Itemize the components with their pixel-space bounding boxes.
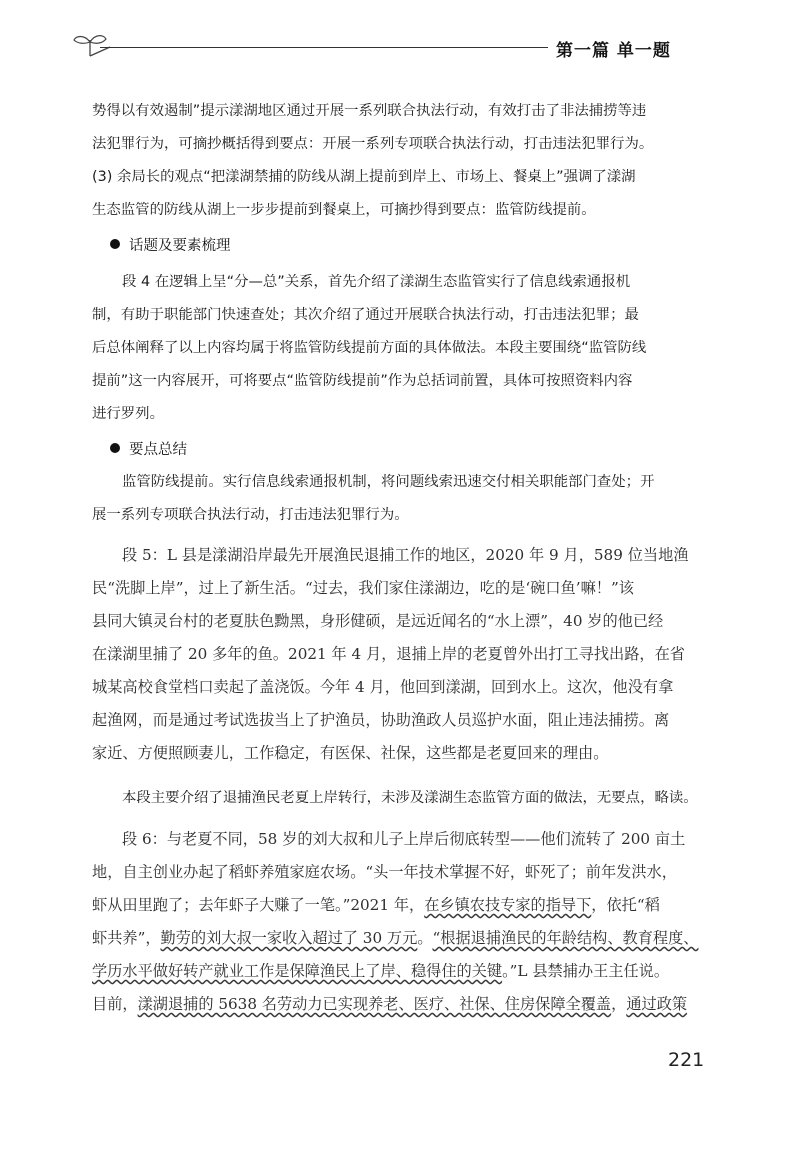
- sprout-icon: [70, 30, 110, 58]
- bullet-icon: [110, 443, 120, 453]
- text-line: 生态监管的防线从湖上一步步提前到餐桌上，可摘抄得到要点：监管防线提前。: [92, 202, 596, 218]
- text-span: 虾共养”，: [92, 929, 161, 947]
- text-line: 展一系列专项联合执法行动，打击违法犯罪行为。: [92, 507, 409, 523]
- text-line: 段 4 在逻辑上呈“分—总”关系，首先介绍了漾湖生态监管实行了信息线索通报机: [122, 274, 631, 290]
- underlined-phrase: 通过政策: [626, 995, 688, 1013]
- page-number: 221: [668, 1049, 705, 1071]
- text-line: 监管防线提前。实行信息线索通报机制，将问题线索迅速交付相关职能部门查处；开: [122, 474, 655, 490]
- text-line: 段 6：与老夏不同，58 岁的刘大叔和儿子上岸后彻底转型——他们流转了 200 亩土: [122, 830, 686, 848]
- text-span: 虾从田里跑了；去年虾子大赚了一笔。”2021 年，: [92, 896, 425, 914]
- heading-summary: [110, 438, 187, 462]
- bullet-icon: [110, 239, 120, 249]
- heading-topic-text: 话题及要素梳理: [129, 238, 231, 254]
- text-line: 提前”这一内容展开，可将要点“监管防线提前”作为总括词前置，具体可按照资料内容: [92, 373, 633, 389]
- text-line: 城某高校食堂档口卖起了盖浇饭。今年 4 月，他回到漾湖，回到水上。这次，他没有拿: [92, 678, 674, 696]
- text-line: [92, 889, 699, 922]
- text-line: 地，自主创业办起了稻虾养殖家庭农场。“头一年技术掌握不好，虾死了；前年发洪水，: [92, 863, 677, 881]
- underlined-phrase: 学历水平做好转产就业工作是保障渔民上了岸、稳得住的关键: [92, 962, 503, 980]
- text-line: [92, 988, 699, 1021]
- text-line: 家近、方便照顾妻儿，工作稳定，有医保、社保，这些都是老夏回来的理由。: [92, 744, 609, 762]
- text-line: 县同大镇灵台村的老夏肤色黝黑，身形健硕，是远近闻名的“水上漂”，40 岁的他已经: [92, 612, 664, 630]
- text-line: 制，有助于职能部门快速查处；其次介绍了通过开展联合执法行动，打击违法犯罪；最: [92, 307, 639, 323]
- summary-block: [92, 466, 699, 532]
- material-paragraph-5: [92, 539, 699, 770]
- underlined-phrase: 漾湖退捕的 5638 名劳动力已实现养老、医疗、社保、住房保障全覆盖: [137, 995, 612, 1013]
- text-span: 目前，: [92, 995, 138, 1013]
- material-paragraph-6: [92, 823, 699, 1021]
- text-span: ，依托“稻: [591, 896, 660, 914]
- text-line: [92, 922, 699, 955]
- text-line: 本段主要介绍了退捕渔民老夏上岸转行，未涉及漾湖生态监管方面的做法，无要点，略读。: [122, 790, 698, 806]
- text-line: 后总体阐释了以上内容均属于将监管防线提前方面的具体做法。本段主要围绕“监管防线: [92, 340, 647, 356]
- paragraph-5-note: [92, 782, 699, 815]
- analysis-block-2: [92, 266, 699, 431]
- underlined-phrase: “根据退捕渔民的年龄结构、教育程度、: [432, 929, 699, 947]
- heading-summary-text: 要点总结: [129, 442, 187, 458]
- text-line: 民“洗脚上岸”，过上了新生活。“过去，我们家住漾湖边，吃的是‘碗口鱼’嘛！”该: [92, 579, 634, 597]
- text-span: 。”L 县禁捕办王主任说。: [502, 962, 670, 980]
- text-line: 起渔网，而是通过考试选拔当上了护渔员，协助渔政人员巡护水面，阻止违法捕捞。离: [92, 711, 670, 729]
- text-line: (3) 余局长的观点“把漾湖禁捕的防线从湖上提前到岸上、市场上、餐桌上”强调了漾湖: [92, 169, 636, 185]
- text-line: [92, 955, 699, 988]
- header-rule: [100, 47, 548, 48]
- text-line: 法犯罪行为，可摘抄概括得到要点：开展一系列专项联合执法行动，打击违法犯罪行为。: [92, 136, 654, 152]
- heading-topic: [110, 234, 231, 258]
- text-line: 在漾湖里捕了 20 多年的鱼。2021 年 4 月，退捕上岸的老夏曾外出打工寻找出路，在省: [92, 645, 685, 663]
- text-span: 。: [417, 929, 433, 947]
- analysis-block-1: [92, 95, 699, 227]
- header-title: 第一篇 单一题: [556, 41, 671, 61]
- underlined-phrase: 在乡镇农技专家的指导下: [424, 896, 592, 914]
- text-span: ，: [611, 995, 627, 1013]
- underlined-phrase: 勤劳的刘大叔一家收入超过了 30 万元: [160, 929, 418, 947]
- text-line: 段 5：L 县是漾湖沿岸最先开展渔民退捕工作的地区，2020 年 9 月，589 位当地渔: [122, 546, 689, 564]
- text-line: 进行罗列。: [92, 406, 164, 422]
- text-line: 势得以有效遏制”提示漾湖地区通过开展一系列联合执法行动，有效打击了非法捕捞等违: [92, 103, 647, 119]
